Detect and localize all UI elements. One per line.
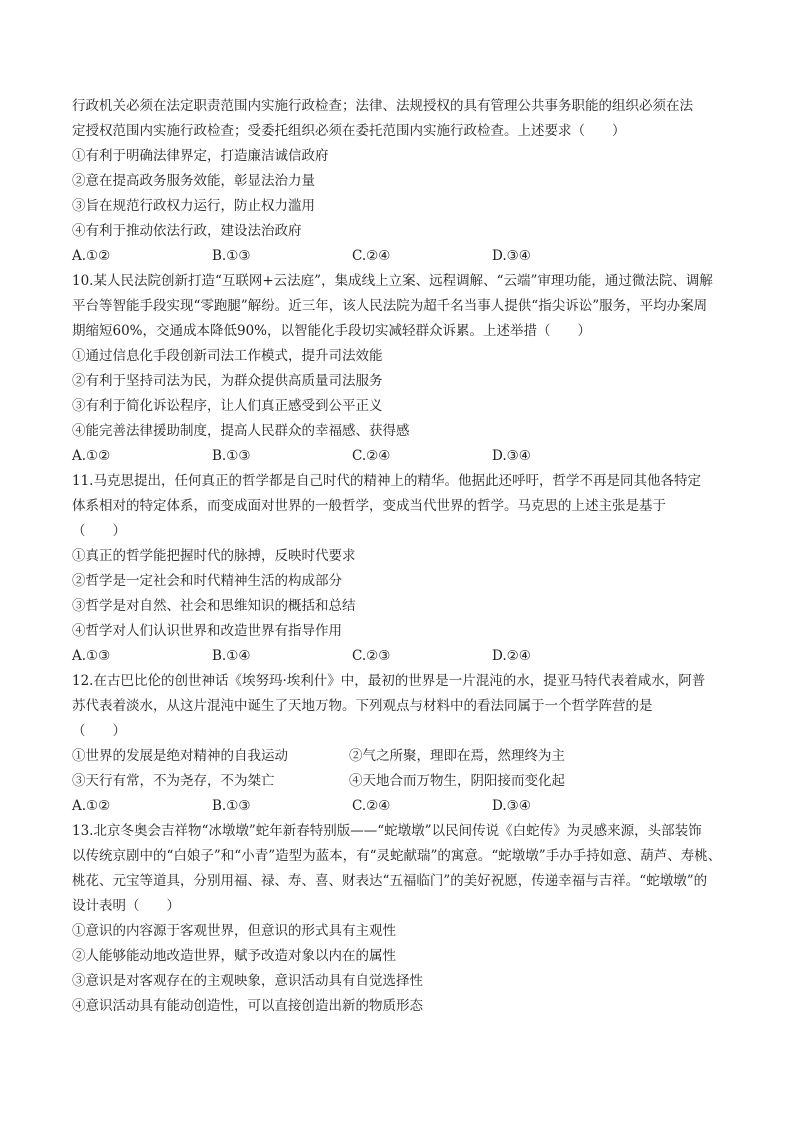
option-4: ④有利于推动依法行政，建设法治政府: [72, 223, 302, 239]
choice-c: C.②④: [352, 798, 391, 814]
exam-page: [72, 94, 726, 1019]
choice-a: A.①②: [72, 798, 111, 814]
choice-d: D.③④: [492, 798, 531, 814]
option-4: ④能完善法律援助制度，提高人民群众的幸福感、获得感: [72, 423, 410, 439]
question-12: [72, 669, 726, 819]
option-2: ②有利于坚持司法为民，为群众提供高质量司法服务: [72, 373, 383, 389]
question-stem-line: （ ）: [72, 723, 126, 739]
question-stem-line: 期缩短60%，交通成本降低90%，以智能化手段切实减轻群众诉累。上述举措（ ）: [72, 323, 592, 339]
option-2: ②意在提高政务服务效能，彰显法治力量: [72, 173, 315, 189]
option-3: ③意识是对客观存在的主观映象，意识活动具有自觉选择性: [72, 973, 423, 989]
question-10: [72, 269, 726, 469]
question-stem-line: 以传统京剧中的“白娘子”和“小青”造型为蓝本，有“灵蛇献瑞”的寓意。“蛇墩墩”手办手持如意、葫芦、寿桃、: [72, 848, 722, 864]
choice-d: D.③④: [492, 448, 531, 464]
question-stem-line: 12.在古巴比伦的创世神话《埃努玛·埃利什》中，最初的世界是一片混沌的水，提亚马特代表着咸水，阿普: [72, 673, 706, 689]
question-stem-line: 桃花、元宝等道具，分别用福、禄、寿、喜、财表达“五福临门”的美好祝愿，传递幸福与吉祥。“蛇墩墩”的: [72, 873, 708, 889]
choice-c: C.②③: [352, 648, 391, 664]
option-3: ③有利于简化诉讼程序，让人们真正感受到公平正义: [72, 398, 383, 414]
option-1: ①真正的哲学能把握时代的脉搏，反映时代要求: [72, 548, 356, 564]
question-11: [72, 469, 726, 669]
option-3: ③旨在规范行政权力运行，防止权力滥用: [72, 198, 315, 214]
option-2: ②气之所聚，理即在焉，然理终为主: [349, 748, 565, 764]
option-1: ①意识的内容源于客观世界，但意识的形式具有主观性: [72, 923, 396, 939]
question-9: [72, 94, 726, 269]
question-stem-line: 设计表明（ ）: [72, 898, 180, 914]
question-stem-line: 11.马克思提出，任何真正的哲学都是自己时代的精神上的精华。他据此还呼吁，哲学不再是同其他各特定: [72, 473, 701, 489]
option-pair-row: [72, 769, 726, 794]
question-13: [72, 819, 726, 1019]
question-stem-line: 10.某人民法院创新打造“互联网+云法庭”，集成线上立案、远程调解、“云端”审理功能，通过微法院、调解: [72, 273, 713, 289]
choice-b: B.①③: [212, 248, 251, 264]
option-1: ①世界的发展是绝对精神的自我运动: [72, 748, 288, 764]
choice-b: B.①③: [212, 448, 251, 464]
option-3: ③天行有常，不为尧存，不为桀亡: [72, 773, 275, 789]
question-stem-line: 行政机关必须在法定职责范围内实施行政检查；法律、法规授权的具有管理公共事务职能的组织必须在法: [72, 98, 693, 114]
choice-a: A.①②: [72, 448, 111, 464]
choice-d: D.③④: [492, 248, 531, 264]
choice-a: A.①③: [72, 648, 111, 664]
option-2: ②人能够能动地改造世界，赋予改造对象以内在的属性: [72, 948, 396, 964]
answer-choices: [72, 794, 726, 819]
option-1: ①通过信息化手段创新司法工作模式，提升司法效能: [72, 348, 383, 364]
choice-c: C.②④: [352, 448, 391, 464]
question-stem-line: 平台等智能手段实现“零跑腿”解纷。近三年，该人民法院为超千名当事人提供“指尖诉讼”服务，平均办案周: [72, 298, 708, 314]
choice-c: C.②④: [352, 248, 391, 264]
choice-a: A.①②: [72, 248, 111, 264]
answer-choices: [72, 644, 726, 669]
answer-choices: [72, 444, 726, 469]
option-4: ④意识活动具有能动创造性，可以直接创造出新的物质形态: [72, 998, 423, 1014]
option-pair-row: [72, 744, 726, 769]
choice-b: B.①④: [212, 648, 251, 664]
choice-d: D.②④: [492, 648, 531, 664]
question-stem-line: 苏代表着淡水，从这片混沌中诞生了天地万物。下列观点与材料中的看法同属于一个哲学阵营的是: [72, 698, 653, 714]
question-stem-line: （ ）: [72, 523, 126, 539]
answer-choices: [72, 244, 726, 269]
question-stem-line: 13.北京冬奥会吉祥物“冰墩墩”蛇年新春特别版——“蛇墩墩”以民间传说《白蛇传》为灵感来源，头部装饰: [72, 823, 702, 839]
option-1: ①有利于明确法律界定，打造廉洁诚信政府: [72, 148, 329, 164]
question-stem-line: 体系相对的特定体系，而变成面对世界的一般哲学，变成当代世界的哲学。马克思的上述主张是基于: [72, 498, 666, 514]
option-2: ②哲学是一定社会和时代精神生活的构成部分: [72, 573, 342, 589]
choice-b: B.①③: [212, 798, 251, 814]
option-4: ④哲学对人们认识世界和改造世界有指导作用: [72, 623, 342, 639]
option-4: ④天地合而万物生，阴阳接而变化起: [349, 773, 565, 789]
option-3: ③哲学是对自然、社会和思维知识的概括和总结: [72, 598, 356, 614]
question-stem-line: 定授权范围内实施行政检查；受委托组织必须在委托范围内实施行政检查。上述要求（ ）: [72, 123, 626, 139]
